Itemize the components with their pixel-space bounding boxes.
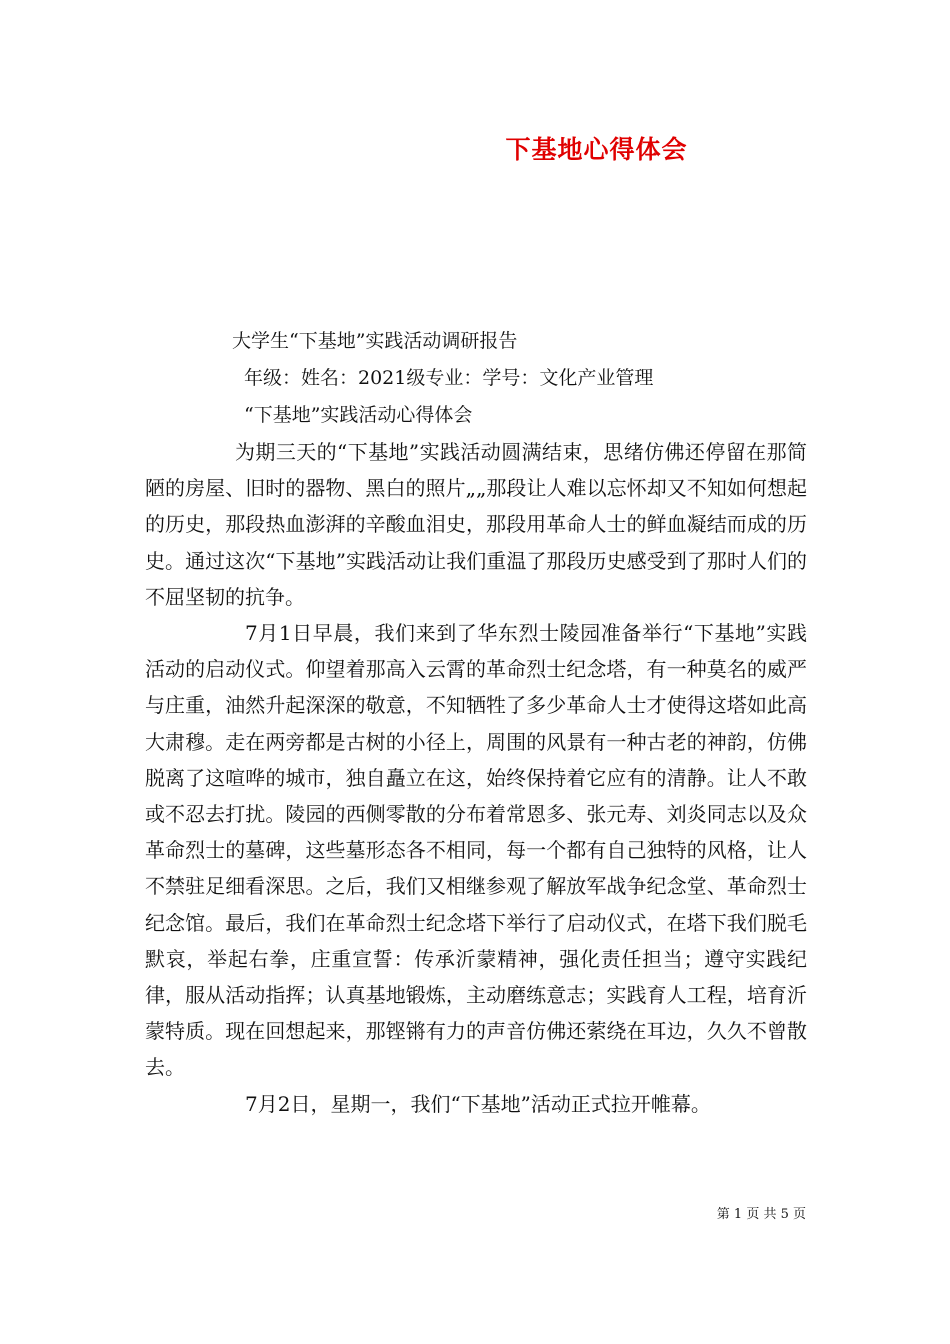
paragraph-1: 为期三天的“下基地”实践活动圆满结束，思绪仿佛还停留在那简陋的房屋、旧时的器物、黑白的照片„„那段让人难以忘怀却又不知如何想起的历史，那段热血澎湃的辛酸血泪史，那段用革命人士的鲜血凝结而成的历史。通过这次“下基地”实践活动让我们重温了那段历史感受到了那时人们的不屈坚韧的抗争。 <box>145 440 807 609</box>
paragraph-3: 7月2日，星期一，我们“下基地”活动正式拉开帷幕。 <box>245 1091 711 1116</box>
student-info-line: 年级：姓名：2021级专业：学号：文化产业管理 <box>244 367 654 389</box>
paragraph-2: 7月1日早晨，我们来到了华东烈士陵园准备举行“下基地”实践活动的启动仪式。仰望着那高入云霄的革命烈士纪念塔，有一种莫名的威严与庄重，油然升起深深的敬意，不知牺牲了多少革命人士才使得这塔如此高大肃穆。走在两旁都是古树的小径上，周围的风景有一种古老的神韵，仿佛脱离了这喧哗的城市，独自矗立在这，始终保持着它应有的清静。让人不敢或不忍去打扰。陵园的西侧零散的分布着常恩多、张元寿、刘炎同志以及众革命烈士的墓碑，这些墓形态各不相同，每一个都有自己独特的风格，让人不禁驻足细看深思。之后，我们又相继参观了解放军战争纪念堂、革命烈士纪念馆。最后，我们在革命烈士纪念塔下举行了启动仪式，在塔下我们脱毛默哀，举起右拳，庄重宣誓：传承沂蒙精神，强化责任担当；遵守实践纪律，服从活动指挥；认真基地锻炼，主动磨练意志；实践育人工程，培育沂蒙特质。现在回想起来，那铿锵有力的声音仿佛还萦绕在耳边，久久不曾散去。 <box>145 621 807 1080</box>
section-heading: “下基地”实践活动心得体会 <box>244 404 473 426</box>
document-body <box>145 434 807 1122</box>
report-title: 大学生“下基地”实践活动调研报告 <box>232 330 518 352</box>
page-footer: 第 1 页 共 5 页 <box>716 1207 806 1222</box>
document-title: 下基地心得体会 <box>505 135 688 164</box>
